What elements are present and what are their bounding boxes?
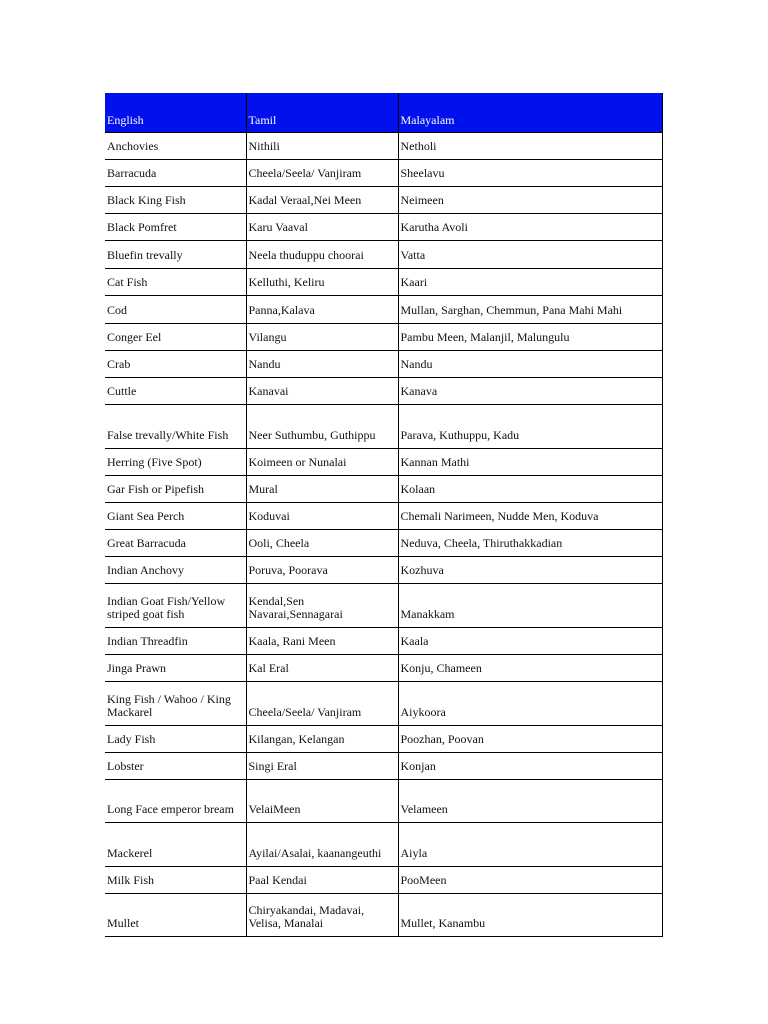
cell-malayalam: Aiyla: [398, 823, 662, 867]
cell-tamil: Kadal Veraal,Nei Meen: [246, 187, 398, 214]
table-row: [105, 753, 662, 780]
table-row: [105, 894, 662, 937]
cell-tamil: VelaiMeen: [246, 780, 398, 823]
cell-tamil: Cheela/Seela/ Vanjiram: [246, 160, 398, 187]
header-english: English: [105, 93, 246, 133]
cell-english-line: King Fish / Wahoo / King: [107, 692, 231, 706]
cell-english: Black Pomfret: [105, 214, 246, 241]
table-row: [105, 324, 662, 351]
cell-malayalam: Neduva, Cheela, Thiruthakkadian: [398, 530, 662, 557]
cell-tamil: Panna,Kalava: [246, 296, 398, 324]
fish-names-table: [105, 93, 663, 937]
cell-tamil: Karu Vaaval: [246, 214, 398, 241]
cell-english: Great Barracuda: [105, 530, 246, 557]
cell-malayalam: Velameen: [398, 780, 662, 823]
cell-malayalam: Manakkam: [398, 584, 662, 628]
cell-english: Mackerel: [105, 823, 246, 867]
cell-tamil: Ayilai/Asalai, kaanangeuthi: [246, 823, 398, 867]
table-row: [105, 823, 662, 867]
cell-malayalam: Netholi: [398, 133, 662, 160]
cell-tamil: Cheela/Seela/ Vanjiram: [246, 682, 398, 726]
cell-malayalam: Mullet, Kanambu: [398, 894, 662, 937]
cell-english: Black King Fish: [105, 187, 246, 214]
cell-malayalam: Kanava: [398, 378, 662, 405]
cell-tamil: Kal Eral: [246, 655, 398, 682]
cell-malayalam: Karutha Avoli: [398, 214, 662, 241]
cell-english-line: striped goat fish: [107, 607, 185, 621]
cell-english: Milk Fish: [105, 867, 246, 894]
header-tamil: Tamil: [246, 93, 398, 133]
cell-english: Long Face emperor bream: [105, 780, 246, 823]
cell-tamil-line: Navarai,Sennagarai: [248, 607, 343, 621]
cell-malayalam: Neimeen: [398, 187, 662, 214]
cell-english: Cuttle: [105, 378, 246, 405]
cell-malayalam: PooMeen: [398, 867, 662, 894]
cell-tamil: Mural: [246, 476, 398, 503]
cell-tamil: Kilangan, Kelangan: [246, 726, 398, 753]
cell-english: Indian Anchovy: [105, 557, 246, 584]
table-row: [105, 351, 662, 378]
cell-tamil-line: Velisa, Manalai: [248, 916, 324, 930]
cell-english: Anchovies: [105, 133, 246, 160]
cell-malayalam: Kannan Mathi: [398, 449, 662, 476]
table-row: [105, 405, 662, 449]
cell-english: Cod: [105, 296, 246, 324]
cell-english: Conger Eel: [105, 324, 246, 351]
table-row: [105, 655, 662, 682]
table-row: [105, 187, 662, 214]
cell-english: Gar Fish or Pipefish: [105, 476, 246, 503]
header-malayalam: Malayalam: [398, 93, 662, 133]
table-row: [105, 214, 662, 241]
cell-malayalam: Aiykoora: [398, 682, 662, 726]
cell-english: [105, 682, 246, 726]
cell-english: [105, 584, 246, 628]
cell-tamil: Kaala, Rani Meen: [246, 628, 398, 655]
cell-tamil: Koduvai: [246, 503, 398, 530]
cell-tamil: Poruva, Poorava: [246, 557, 398, 584]
cell-malayalam: Sheelavu: [398, 160, 662, 187]
cell-tamil: Paal Kendai: [246, 867, 398, 894]
table-row: [105, 628, 662, 655]
cell-english: Lobster: [105, 753, 246, 780]
table-row: [105, 269, 662, 296]
table-row: [105, 557, 662, 584]
table-row: [105, 682, 662, 726]
cell-english: Mullet: [105, 894, 246, 937]
cell-english: Jinga Prawn: [105, 655, 246, 682]
cell-malayalam: Mullan, Sarghan, Chemmun, Pana Mahi Mahi: [398, 296, 662, 324]
cell-tamil: [246, 584, 398, 628]
table-row: [105, 503, 662, 530]
cell-english: Lady Fish: [105, 726, 246, 753]
cell-malayalam: Pambu Meen, Malanjil, Malungulu: [398, 324, 662, 351]
cell-tamil: Neer Suthumbu, Guthippu: [246, 405, 398, 449]
table-row: [105, 241, 662, 269]
cell-malayalam: Kozhuva: [398, 557, 662, 584]
cell-tamil: [246, 894, 398, 937]
cell-english: Herring (Five Spot): [105, 449, 246, 476]
cell-tamil: Neela thuduppu choorai: [246, 241, 398, 269]
table-row: [105, 476, 662, 503]
cell-english-line: Mackarel: [107, 705, 153, 719]
cell-english: Bluefin trevally: [105, 241, 246, 269]
table-row: [105, 449, 662, 476]
table-row: [105, 867, 662, 894]
cell-english: Indian Threadfin: [105, 628, 246, 655]
cell-tamil-line: Kendal,Sen: [248, 594, 305, 608]
table-row: [105, 160, 662, 187]
cell-english: Cat Fish: [105, 269, 246, 296]
table-row: [105, 378, 662, 405]
cell-malayalam: Vatta: [398, 241, 662, 269]
cell-tamil: Vilangu: [246, 324, 398, 351]
cell-malayalam: Kolaan: [398, 476, 662, 503]
cell-malayalam: Konjan: [398, 753, 662, 780]
table-header-row: [105, 93, 662, 133]
cell-malayalam: Kaala: [398, 628, 662, 655]
cell-english: Crab: [105, 351, 246, 378]
cell-tamil: Singi Eral: [246, 753, 398, 780]
cell-english: Barracuda: [105, 160, 246, 187]
cell-malayalam: Parava, Kuthuppu, Kadu: [398, 405, 662, 449]
cell-malayalam: Chemali Narimeen, Nudde Men, Koduva: [398, 503, 662, 530]
cell-malayalam: Konju, Chameen: [398, 655, 662, 682]
cell-malayalam: Nandu: [398, 351, 662, 378]
cell-tamil: Nandu: [246, 351, 398, 378]
cell-english: Giant Sea Perch: [105, 503, 246, 530]
cell-malayalam: Poozhan, Poovan: [398, 726, 662, 753]
table-row: [105, 133, 662, 160]
table-row: [105, 726, 662, 753]
table-row: [105, 780, 662, 823]
cell-english-line: Indian Goat Fish/Yellow: [107, 594, 226, 608]
cell-tamil: Kelluthi, Keliru: [246, 269, 398, 296]
cell-tamil: Ooli, Cheela: [246, 530, 398, 557]
cell-tamil: Nithili: [246, 133, 398, 160]
cell-malayalam: Kaari: [398, 269, 662, 296]
cell-tamil: Koimeen or Nunalai: [246, 449, 398, 476]
cell-tamil-line: Chiryakandai, Madavai,: [248, 903, 365, 917]
table-row: [105, 530, 662, 557]
table-row: [105, 584, 662, 628]
table-row: [105, 296, 662, 324]
cell-tamil: Kanavai: [246, 378, 398, 405]
cell-english: False trevally/White Fish: [105, 405, 246, 449]
